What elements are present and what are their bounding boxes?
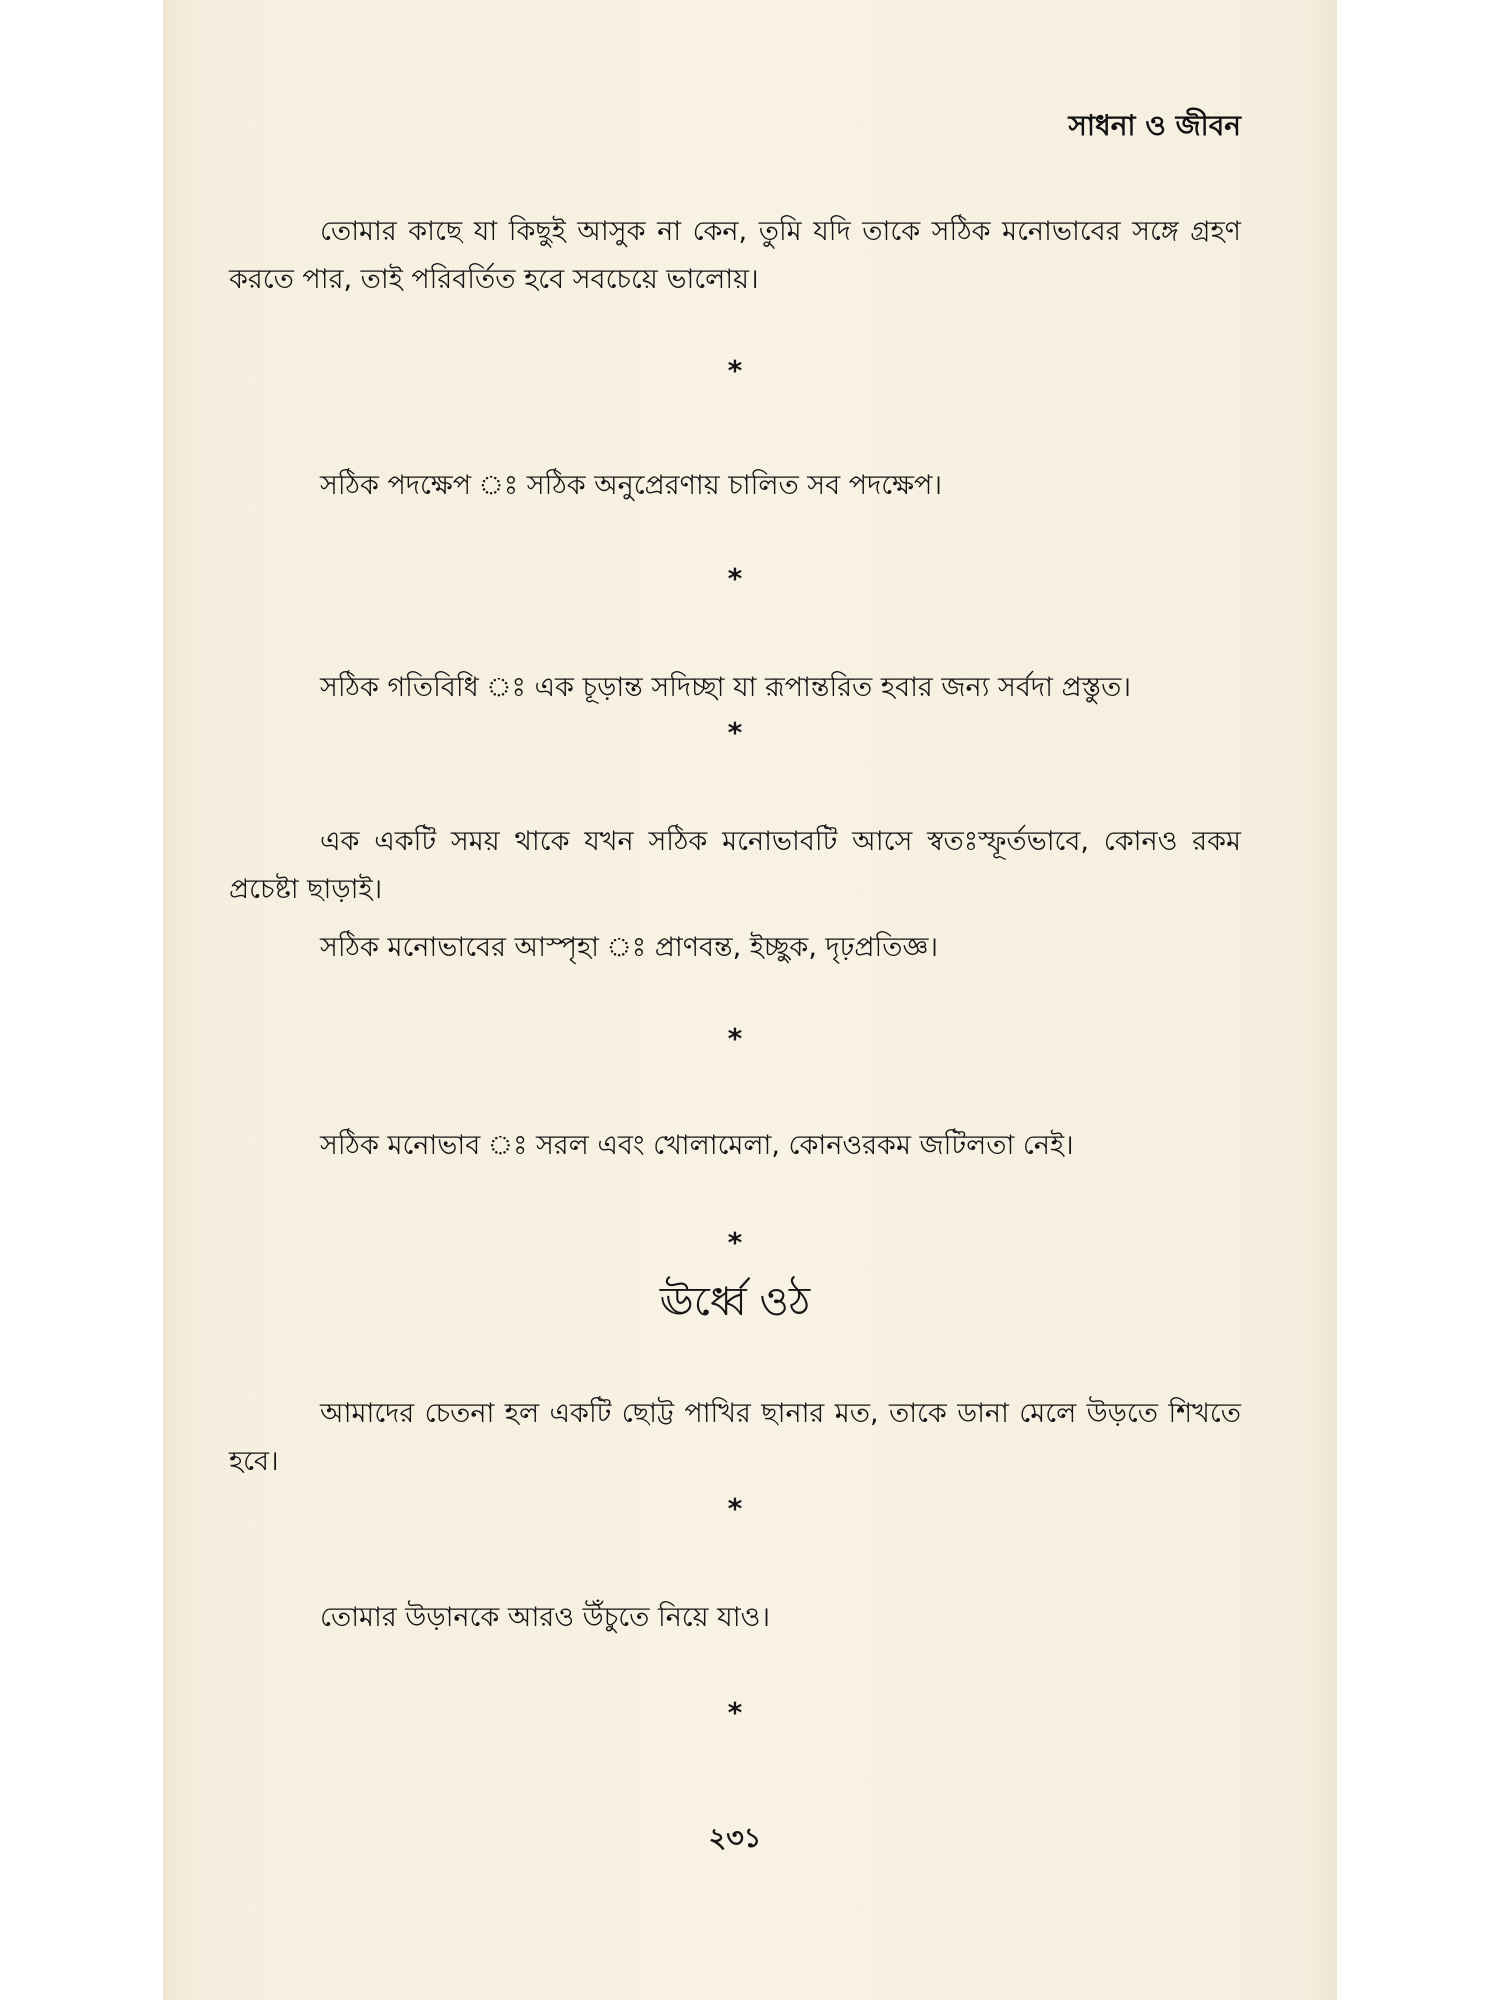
paragraph-4: এক একটি সময় থাকে যখন সঠিক মনোভাবটি আসে স্বতঃস্ফূর্তভাবে, কোনও রকম প্রচেষ্টা ছাড়াই।: [229, 826, 1241, 905]
page-number: ২৩১: [708, 1823, 762, 1854]
separator-star: *: [727, 1492, 743, 1525]
separator-star: *: [727, 354, 743, 387]
separator-star: *: [727, 716, 743, 749]
paragraph-5: সঠিক মনোভাবের আস্পৃহা ঃ প্রাণবন্ত, ইচ্ছুক, দৃঢ়প্রতিজ্ঞ।: [320, 932, 939, 963]
separator-star: *: [727, 1226, 743, 1259]
book-page: [163, 0, 1337, 2000]
running-header: সাধনা ও জীবন: [1068, 109, 1241, 142]
separator-star: *: [727, 1022, 743, 1055]
paragraph-7: আমাদের চেতনা হল একটি ছোট্ট পাখির ছানার মত, তাকে ডানা মেলে উড়তে শিখতে হবে।: [229, 1398, 1241, 1477]
separator-star: *: [727, 1696, 743, 1729]
section-heading: ঊর্ধ্বে ওঠ: [659, 1279, 811, 1325]
paragraph-3: সঠিক গতিবিধি ঃ এক চূড়ান্ত সদিচ্ছা যা রূপান্তরিত হবার জন্য সর্বদা প্রস্তুত।: [320, 672, 1131, 703]
paragraph-6: সঠিক মনোভাব ঃ সরল এবং খোলামেলা, কোনওরকম জটিলতা নেই।: [320, 1130, 1074, 1161]
paragraph-8: তোমার উড়ানকে আরও উঁচুতে নিয়ে যাও।: [320, 1602, 771, 1633]
paragraph-2: সঠিক পদক্ষেপ ঃ সঠিক অনুপ্রেরণায় চালিত সব পদক্ষেপ।: [320, 470, 942, 501]
paragraph-1: তোমার কাছে যা কিছুই আসুক না কেন, তুমি যদি তাকে সঠিক মনোভাবের সঙ্গে গ্রহণ করতে পার, তাই পরিবর্তিত হবে সবচেয়ে ভালোয়।: [229, 216, 1241, 295]
separator-star: *: [727, 562, 743, 595]
